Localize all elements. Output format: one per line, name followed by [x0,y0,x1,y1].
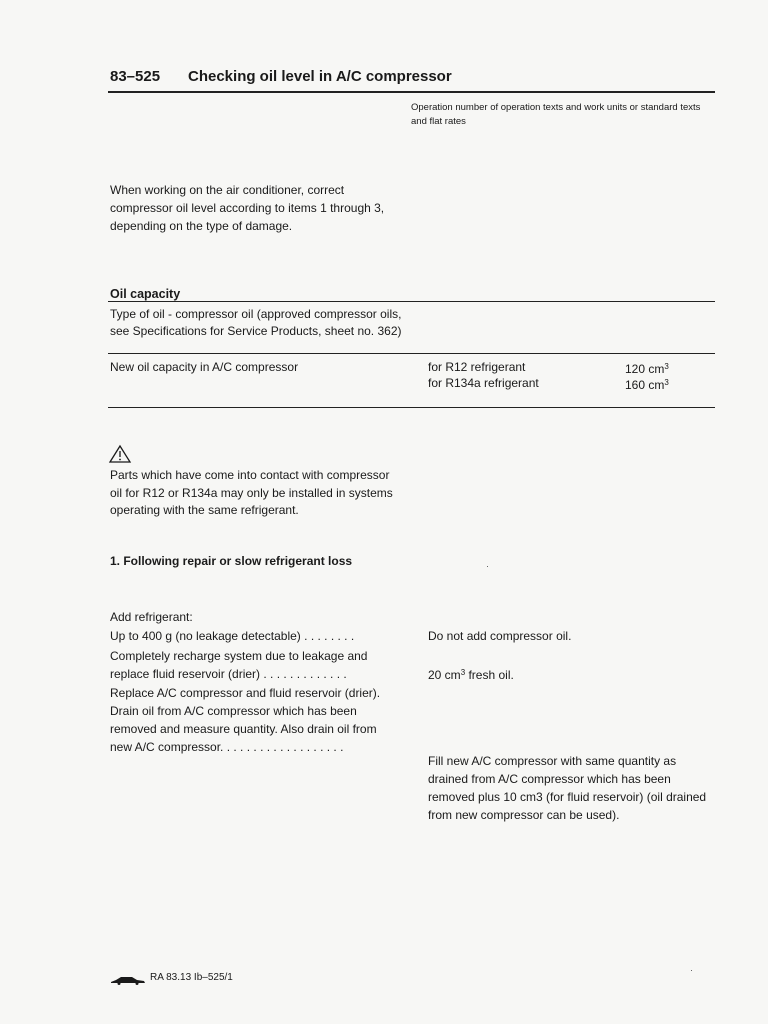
oil-type-cell: Type of oil - compressor oil (approved compressor oils, see Specifications for Service Products, sheet no. 362) [110,307,402,338]
fill-instructions: Fill new A/C compressor with same quantity as drained from A/C compressor which has been removed plus 10 cm3 (for fluid reservoir) (oil drained from new compressor can be used). [428,754,707,822]
operation-number-note: Operation number of operation texts and work units or standard texts and flat rates [411,102,701,127]
add-refrigerant-label: Add refrigerant: [110,610,193,624]
step-line-replace-a: Replace A/C compressor and fluid reservoir (drier). [110,686,381,700]
scan-speck [487,566,488,567]
car-icon [110,972,146,990]
step-line-recharge-b: replace fluid reservoir (drier) . . . . . . . . . . . . . [110,667,347,681]
scan-speck [691,970,692,971]
step-line-400g: Up to 400 g (no leakage detectable) . . . . . . . . [110,629,355,643]
refrigerant-r134a: for R134a refrigerant [428,376,539,390]
oil-capacity-rule-bottom [108,407,715,408]
warning-triangle-icon [108,444,132,469]
page-title: Checking oil level in A/C compressor [188,68,452,85]
oil-capacity-rule-top [108,301,715,302]
step-line-recharge-result: 20 $cm^3$ fresh oil. [428,668,514,682]
step-line-replace-c: removed and measure quantity. Also drain oil from [110,722,377,736]
step-line-replace-b: Drain oil from A/C compressor which has been [110,704,357,718]
oil-capacity-rule-mid [108,353,715,354]
capacity-r12: 120 $cm^3$ [625,362,669,376]
step-1-title: 1. Following repair or slow refrigerant loss [110,554,353,568]
step-line-400g-result: Do not add compressor oil. [428,629,572,643]
header-rule [108,91,715,93]
refrigerant-r12: for R12 refrigerant [428,360,526,374]
section-number: 83–525 [110,68,161,85]
warning-text: Parts which have come into contact with compressor oil for R12 or R134a may only be installed in systems operating with the same refrigerant. [110,468,393,517]
intro-paragraph: When working on the air conditioner, correct compressor oil level according to items 1 through 3, depending on the type of damage. [110,183,385,233]
capacity-r134a: 160 $cm^3$ [625,378,669,392]
footer-reference: RA 83.13 Ib–525/1 [150,972,233,983]
oil-capacity-title: Oil capacity [110,287,181,301]
step-line-replace-d: new A/C compressor. . . . . . . . . . . . . . . . . . . [110,740,344,754]
step-line-recharge-a: Completely recharge system due to leakage and [110,649,368,663]
new-capacity-label: New oil capacity in A/C compressor [110,360,299,374]
